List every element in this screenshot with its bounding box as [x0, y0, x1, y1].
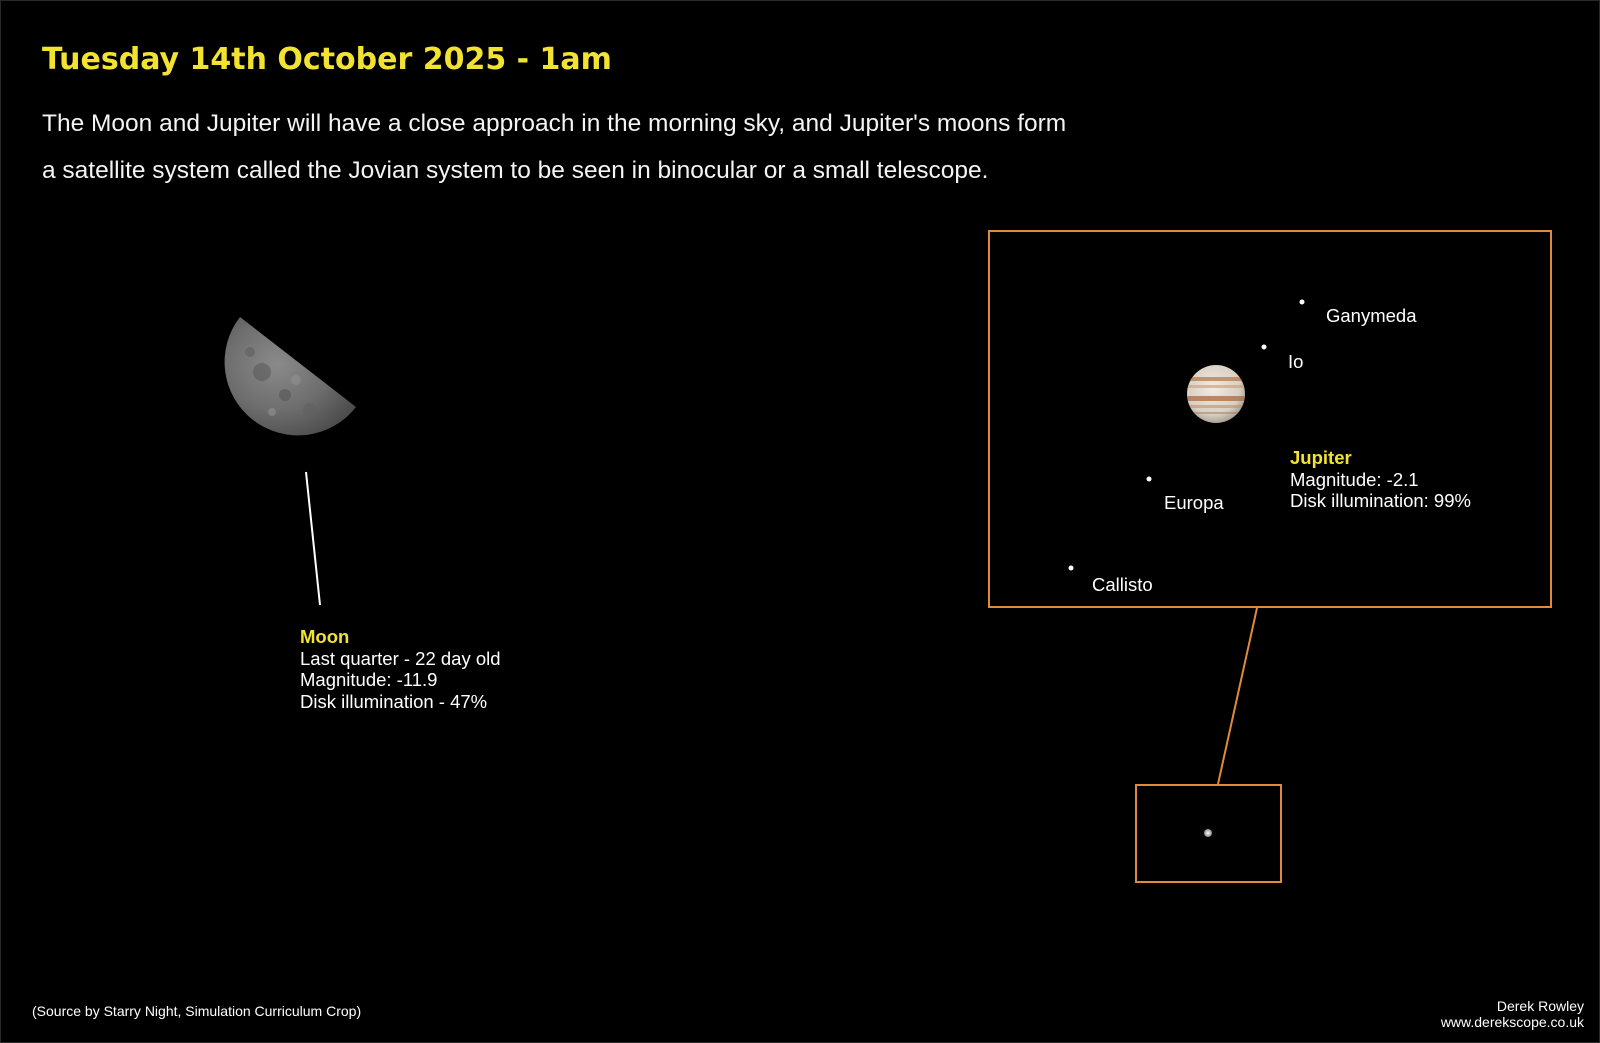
jupiter-illumination: Disk illumination: 99%: [1290, 490, 1471, 511]
source-credit: (Source by Starry Night, Simulation Curriculum Crop): [32, 1003, 362, 1019]
jupiter-magnitude: Magnitude: -2.1: [1290, 468, 1419, 490]
moon-pointer-line: [306, 472, 320, 605]
description-line-2: a satellite system called the Jovian system to be seen in binocular or a small telescope.: [42, 157, 989, 184]
moon-phase: Last quarter - 22 day old: [300, 647, 501, 669]
author-name: Derek Rowley: [1496, 998, 1584, 1014]
description-line-1: The Moon and Jupiter will have a close approach in the morning sky, and Jupiter's moons form: [42, 110, 1067, 137]
moon-illumination: Disk illumination - 47%: [300, 690, 488, 712]
author-website: www.derekscope.co.uk: [1440, 1014, 1584, 1030]
jovian-zoom-box: [988, 230, 1552, 608]
ganymede-label: Ganymeda: [1326, 305, 1417, 326]
moon-heading: Moon: [300, 626, 350, 647]
jupiter-info: [1290, 447, 1471, 512]
moon-info: [300, 626, 501, 712]
jupiter-heading: Jupiter: [1290, 447, 1352, 468]
author-credit: [1441, 998, 1584, 1030]
zoom-connector-line: [1218, 608, 1257, 784]
page-title: Tuesday 14th October 2025 - 1am: [42, 42, 612, 77]
europa-label: Europa: [1164, 492, 1224, 513]
moon-disc: [225, 317, 356, 435]
callisto-label: Callisto: [1092, 574, 1153, 595]
moon-magnitude: Magnitude: -11.9: [300, 669, 438, 690]
io-label: Io: [1288, 351, 1304, 372]
jupiter-locator-box: [1135, 784, 1282, 883]
